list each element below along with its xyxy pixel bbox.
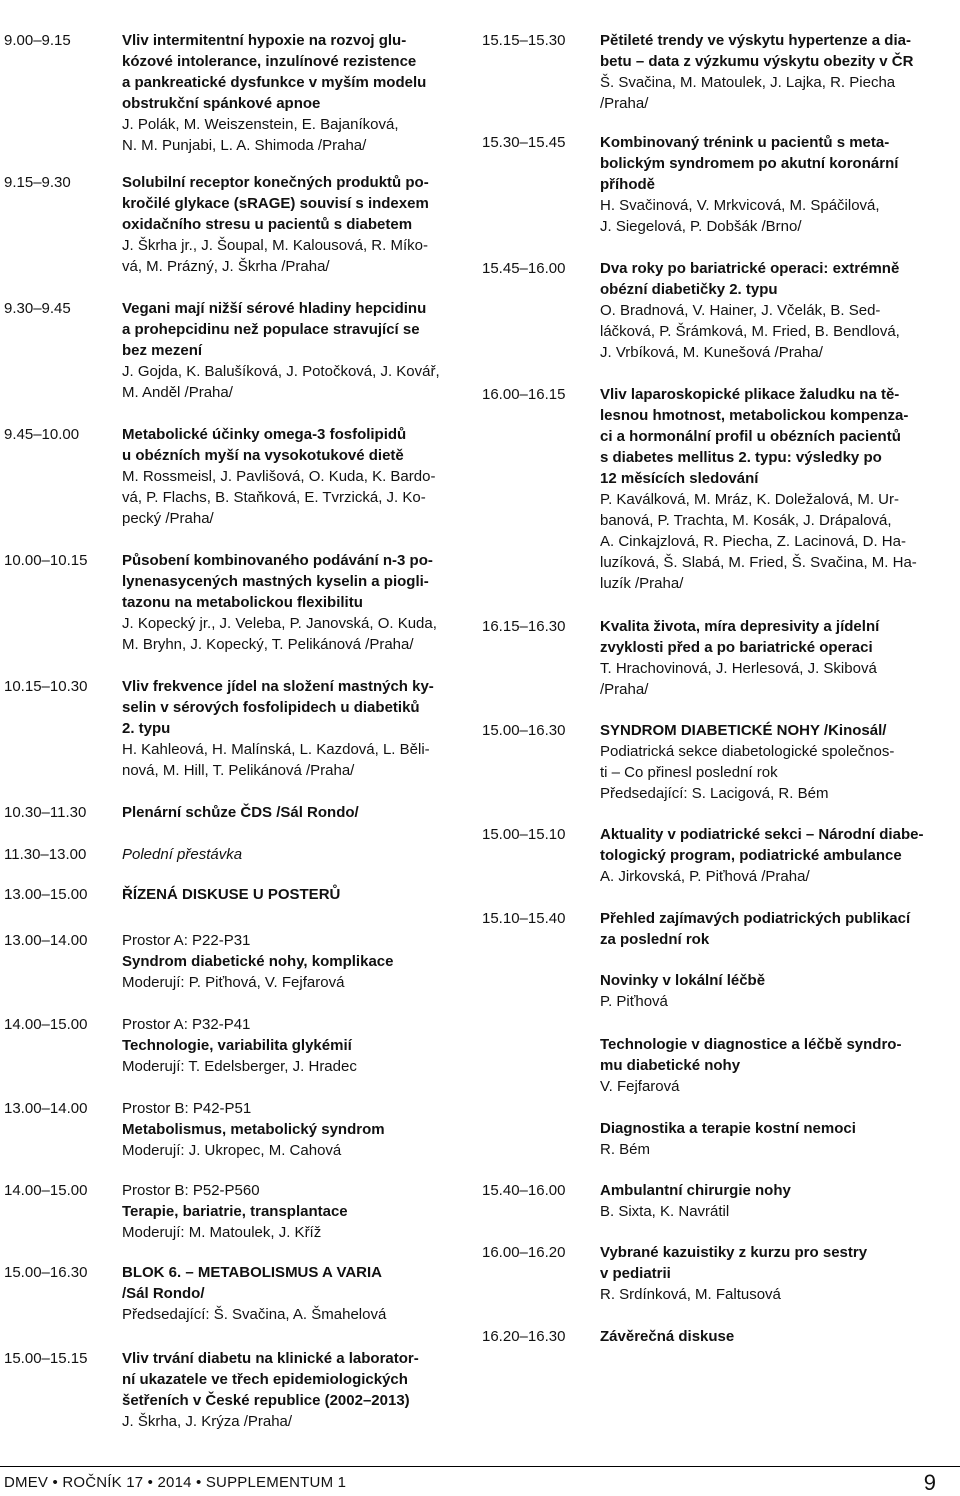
entry-title-line: obstrukční spánkové apnoe [122, 95, 321, 112]
entry-content [122, 1014, 464, 1077]
entry-title-line: Syndrom diabetické nohy, komplikace [122, 953, 394, 970]
entry-title-line: za poslední rok [600, 931, 710, 948]
entry-authors-line: vá, P. Flachs, B. Staňková, E. Tvrzická, J. Ko- [122, 489, 426, 506]
entry-title-line: ní ukazatele ve třech epidemiologických [122, 1371, 408, 1388]
entry-time: 13.00–14.00 [4, 1100, 88, 1117]
entry-time: 15.40–16.00 [482, 1182, 566, 1199]
entry-content [600, 824, 942, 887]
entry-content [600, 384, 942, 594]
entry-authors-line: M. Bryhn, J. Kopecký, T. Pelikánová /Praha/ [122, 636, 414, 653]
entry-content [600, 970, 942, 1012]
entry-authors-line: J. Škrha, J. Krýza /Praha/ [122, 1413, 293, 1430]
entry-time: 14.00–15.00 [4, 1016, 88, 1033]
entry-title-line: obézní diabetičky 2. typu [600, 281, 778, 298]
entry-title-line: Vliv intermitentní hypoxie na rozvoj glu- [122, 32, 407, 49]
entry-title-line: kózové intolerance, inzulínové rezistence [122, 53, 417, 70]
entry-time: 15.00–15.10 [482, 826, 566, 843]
entry-time: 15.10–15.40 [482, 910, 566, 927]
entry-content [122, 844, 464, 865]
entry-authors-line: nová, M. Hill, T. Pelikánová /Praha/ [122, 762, 355, 779]
entry-title-line: 2. typu [122, 720, 171, 737]
entry-content [122, 802, 464, 823]
program-entry [4, 424, 464, 529]
entry-time: 10.30–11.30 [4, 804, 87, 821]
entry-authors-line: O. Bradnová, V. Hainer, J. Včelák, B. Sed- [600, 302, 881, 319]
entry-authors-line: T. Hrachovinová, J. Herlesová, J. Skibová [600, 660, 877, 677]
program-entry [482, 258, 942, 363]
program-entry [4, 1014, 464, 1077]
entry-location: Prostor A: P32-P41 [122, 1016, 251, 1033]
entry-time: 15.00–16.30 [482, 722, 566, 739]
program-entry [4, 1180, 464, 1243]
entry-title-line: lesnou hmotnost, metabolickou kompenza- [600, 407, 909, 424]
entry-time: 13.00–15.00 [4, 886, 88, 903]
entry-authors-line: N. M. Punjabi, L. A. Shimoda /Praha/ [122, 137, 367, 154]
entry-title-line: betu – data z výzkumu výskytu obezity v ČR [600, 53, 914, 70]
program-entry [482, 616, 942, 700]
entry-title-line: u obézních myší na vysokotukové dietě [122, 447, 404, 464]
entry-content [122, 424, 464, 529]
entry-title-line: Aktuality v podiatrické sekci – Národní diabe- [600, 826, 924, 843]
entry-authors-line: ti – Co přinesl poslední rok [600, 764, 778, 781]
entry-title-line: Závěrečná diskuse [600, 1328, 735, 1345]
entry-authors-line: /Praha/ [600, 681, 649, 698]
program-entry [4, 676, 464, 781]
entry-authors-line: J. Siegelová, P. Dobšák /Brno/ [600, 218, 802, 235]
entry-authors-line: H. Svačinová, V. Mrkvicová, M. Spáčilová, [600, 197, 880, 214]
entry-title-line: lynenasycených mastných kyselin a piogli- [122, 573, 429, 590]
entry-authors-line: Moderují: M. Matoulek, J. Kříž [122, 1224, 322, 1241]
entry-title-line: mu diabetické nohy [600, 1057, 741, 1074]
entry-authors-line: Předsedající: S. Lacigová, R. Bém [600, 785, 829, 802]
entry-time: 15.00–15.15 [4, 1350, 88, 1367]
entry-content [600, 1242, 942, 1305]
program-entry [4, 884, 464, 905]
entry-title-line: Terapie, bariatrie, transplantace [122, 1203, 348, 1220]
entry-title-line: Pětileté trendy ve výskytu hypertenze a dia- [600, 32, 911, 49]
entry-title-line: a pankreatické dysfunkce v myším modelu [122, 74, 427, 91]
entry-title-line: s diabetes mellitus 2. typu: výsledky po [600, 449, 882, 466]
program-entry [482, 1118, 942, 1160]
entry-authors-line: P. Kaválková, M. Mráz, K. Doležalová, M. Ur- [600, 491, 899, 508]
entry-time: 10.15–10.30 [4, 678, 88, 695]
program-entry [482, 1326, 942, 1347]
entry-time: 15.15–15.30 [482, 32, 566, 49]
entry-content [600, 1034, 942, 1097]
entry-content [122, 30, 464, 156]
program-entry [482, 908, 942, 950]
entry-time: 16.00–16.20 [482, 1244, 566, 1261]
entry-authors-line: V. Fejfarová [600, 1078, 680, 1095]
entry-authors-line: M. Anděl /Praha/ [122, 384, 233, 401]
entry-content [600, 258, 942, 363]
entry-content [600, 720, 942, 804]
entry-content [122, 1348, 464, 1432]
entry-time: 16.15–16.30 [482, 618, 566, 635]
entry-time: 16.20–16.30 [482, 1328, 566, 1345]
entry-authors-line: vá, M. Prázný, J. Škrha /Praha/ [122, 258, 330, 275]
entry-title-line: kročilé glykace (sRAGE) souvisí s indexem [122, 195, 429, 212]
entry-time: 15.45–16.00 [482, 260, 566, 277]
entry-title-line: SYNDROM DIABETICKÉ NOHY /Kinosál/ [600, 722, 887, 739]
program-entry [4, 1348, 464, 1432]
entry-authors-line: A. Jirkovská, P. Piťhová /Praha/ [600, 868, 810, 885]
entry-content [122, 550, 464, 655]
entry-time: 9.30–9.45 [4, 300, 71, 317]
entry-title-line: ci a hormonální profil u obézních pacientů [600, 428, 901, 445]
entry-title-line: Diagnostika a terapie kostní nemoci [600, 1120, 856, 1137]
entry-authors-line: luzík /Praha/ [600, 575, 684, 592]
entry-title-line: tologický program, podiatrické ambulance [600, 847, 902, 864]
entry-title-line: Vegani mají nižší sérové hladiny hepcidinu [122, 300, 427, 317]
right-column [482, 0, 942, 1460]
program-entry [4, 30, 464, 156]
entry-authors-line: Moderují: J. Ukropec, M. Cahová [122, 1142, 342, 1159]
left-column [4, 0, 464, 1460]
entry-title-line: /Sál Rondo/ [122, 1285, 205, 1302]
entry-authors-line: pecký /Praha/ [122, 510, 214, 527]
program-entry [482, 824, 942, 887]
entry-title-line: Přehled zajímavých podiatrických publikací [600, 910, 911, 927]
entry-time [482, 1034, 600, 1097]
entry-authors-line: J. Škrha jr., J. Šoupal, M. Kalousová, R. Míko- [122, 237, 428, 254]
entry-authors-line: M. Rossmeisl, J. Pavlišová, O. Kuda, K. Bardo- [122, 468, 436, 485]
program-entry [482, 1180, 942, 1222]
entry-time: 15.00–16.30 [4, 1264, 88, 1281]
entry-title-line: bolickým syndromem po akutní koronární [600, 155, 899, 172]
entry-authors-line: A. Cinkajzlová, R. Piecha, Z. Lacinová, D. Ha- [600, 533, 906, 550]
entry-title-line: selin v sérových fosfolipidech u diabetiků [122, 699, 420, 716]
entry-time: 10.00–10.15 [4, 552, 88, 569]
entry-content [600, 30, 942, 114]
entry-title-line: BLOK 6. – METABOLISMUS A VARIA [122, 1264, 383, 1281]
entry-time [482, 1118, 600, 1160]
entry-authors-line: J. Vrbíková, M. Kunešová /Praha/ [600, 344, 823, 361]
entry-authors-line: R. Srdínková, M. Faltusová [600, 1286, 781, 1303]
entry-authors-line: banová, P. Trachta, M. Kosák, J. Drápalová, [600, 512, 892, 529]
entry-content [600, 1180, 942, 1222]
entry-content [122, 172, 464, 277]
program-entry [4, 172, 464, 277]
entry-authors-line: R. Bém [600, 1141, 651, 1158]
entry-title-line: oxidačního stresu u pacientů s diabetem [122, 216, 413, 233]
entry-content [600, 1118, 942, 1160]
entry-authors-line: H. Kahleová, H. Malínská, L. Kazdová, L. Běli- [122, 741, 430, 758]
entry-title-line: Kvalita života, míra depresivity a jídelní [600, 618, 880, 635]
entry-title-line: Technologie, variabilita glykémií [122, 1037, 352, 1054]
entry-content [122, 884, 464, 905]
entry-authors-line: Š. Svačina, M. Matoulek, J. Lajka, R. Piecha [600, 74, 896, 91]
entry-title-line: ŘÍZENÁ DISKUSE U POSTERŮ [122, 886, 341, 903]
entry-location: Prostor B: P52-P560 [122, 1182, 260, 1199]
entry-title-line: zvyklosti před a po bariatrické operaci [600, 639, 873, 656]
entry-title-line: Kombinovaný trénink u pacientů s meta- [600, 134, 890, 151]
entry-content [600, 132, 942, 237]
entry-title-line: Metabolismus, metabolický syndrom [122, 1121, 385, 1138]
program-entry [4, 844, 464, 865]
entry-time: 16.00–16.15 [482, 386, 566, 403]
entry-title-line: Vliv trvání diabetu na klinické a laborator- [122, 1350, 419, 1367]
entry-content [122, 298, 464, 403]
entry-title-line: Dva roky po bariatrické operaci: extrémně [600, 260, 900, 277]
entry-time: 15.30–15.45 [482, 134, 566, 151]
entry-title-line: Plenární schůze ČDS /Sál Rondo/ [122, 804, 359, 821]
footer-rule [0, 1466, 960, 1467]
entry-authors-line: B. Sixta, K. Navrátil [600, 1203, 730, 1220]
entry-title-line: příhodě [600, 176, 655, 193]
program-entry [482, 720, 942, 804]
program-entry [4, 1098, 464, 1161]
program-entry [482, 384, 942, 594]
entry-title-line: Technologie v diagnostice a léčbě syndro- [600, 1036, 902, 1053]
entry-authors-line: láčková, P. Šrámková, M. Fried, B. Bendlová, [600, 323, 900, 340]
entry-authors-line: /Praha/ [600, 95, 649, 112]
program-entry [482, 30, 942, 114]
program-entry [4, 1262, 464, 1325]
program-entry [482, 132, 942, 237]
entry-title-line: Působení kombinovaného podávání n-3 po- [122, 552, 433, 569]
entry-authors-line: Podiatrická sekce diabetologické společnos- [600, 743, 895, 760]
program-entry [482, 1242, 942, 1305]
entry-content [600, 908, 942, 950]
entry-content [600, 616, 942, 700]
entry-time: 13.00–14.00 [4, 932, 88, 949]
entry-title-line: tazonu na metabolickou flexibilitu [122, 594, 363, 611]
entry-content [600, 1326, 942, 1347]
journal-citation: DMEV • ROČNÍK 17 • 2014 • SUPPLEMENTUM 1 [4, 1474, 347, 1491]
entry-authors-line: Moderují: P. Piťhová, V. Fejfarová [122, 974, 345, 991]
entry-authors-line: J. Gojda, K. Balušíková, J. Potočková, J. Kovář, [122, 363, 440, 380]
entry-authors-line: P. Piťhová [600, 993, 668, 1010]
program-entry [482, 970, 942, 1012]
program-entry [4, 298, 464, 403]
entry-title-line: v pediatrii [600, 1265, 671, 1282]
entry-location: Prostor B: P42-P51 [122, 1100, 252, 1117]
entry-title-line: Metabolické účinky omega-3 fosfolipidů [122, 426, 407, 443]
entry-time [482, 970, 600, 1012]
entry-title-line: a prohepcidinu než populace stravující se [122, 321, 420, 338]
program-entry [482, 1034, 942, 1097]
entry-location: Prostor A: P22-P31 [122, 932, 251, 949]
entry-authors-line: J. Polák, M. Weiszenstein, E. Bajaníková, [122, 116, 399, 133]
entry-time: 9.15–9.30 [4, 174, 71, 191]
entry-title-line: Solubilní receptor konečných produktů po- [122, 174, 429, 191]
entry-content [122, 676, 464, 781]
program-entry [4, 802, 464, 823]
program-entry [4, 550, 464, 655]
entry-authors-line: luzíková, Š. Slabá, M. Fried, Š. Svačina, M. Ha- [600, 554, 917, 571]
entry-title-line: Ambulantní chirurgie nohy [600, 1182, 791, 1199]
entry-time: 9.45–10.00 [4, 426, 80, 443]
entry-title-line: Vybrané kazuistiky z kurzu pro sestry [600, 1244, 868, 1261]
entry-title-line: šetřeních v České republice (2002–2013) [122, 1392, 410, 1409]
entry-content [122, 1098, 464, 1161]
page-number: 9 [923, 1470, 936, 1495]
entry-content [122, 1262, 464, 1325]
entry-time: 11.30–13.00 [4, 846, 87, 863]
entry-note: Polední přestávka [122, 846, 243, 863]
entry-content [122, 930, 464, 993]
entry-title-line: 12 měsících sledování [600, 470, 759, 487]
entry-authors-line: Moderují: T. Edelsberger, J. Hradec [122, 1058, 357, 1075]
page-footer [0, 1466, 960, 1496]
entry-title-line: Vliv laparoskopické plikace žaludku na tě- [600, 386, 900, 403]
entry-time: 14.00–15.00 [4, 1182, 88, 1199]
entry-content [122, 1180, 464, 1243]
entry-time: 9.00–9.15 [4, 32, 71, 49]
entry-authors-line: J. Kopecký jr., J. Veleba, P. Janovská, O. Kuda, [122, 615, 437, 632]
entry-title-line: bez mezení [122, 342, 203, 359]
entry-title-line: Vliv frekvence jídel na složení mastných ky- [122, 678, 434, 695]
entry-authors-line: Předsedající: Š. Svačina, A. Šmahelová [122, 1306, 387, 1323]
entry-title-line: Novinky v lokální léčbě [600, 972, 766, 989]
program-entry [4, 930, 464, 993]
